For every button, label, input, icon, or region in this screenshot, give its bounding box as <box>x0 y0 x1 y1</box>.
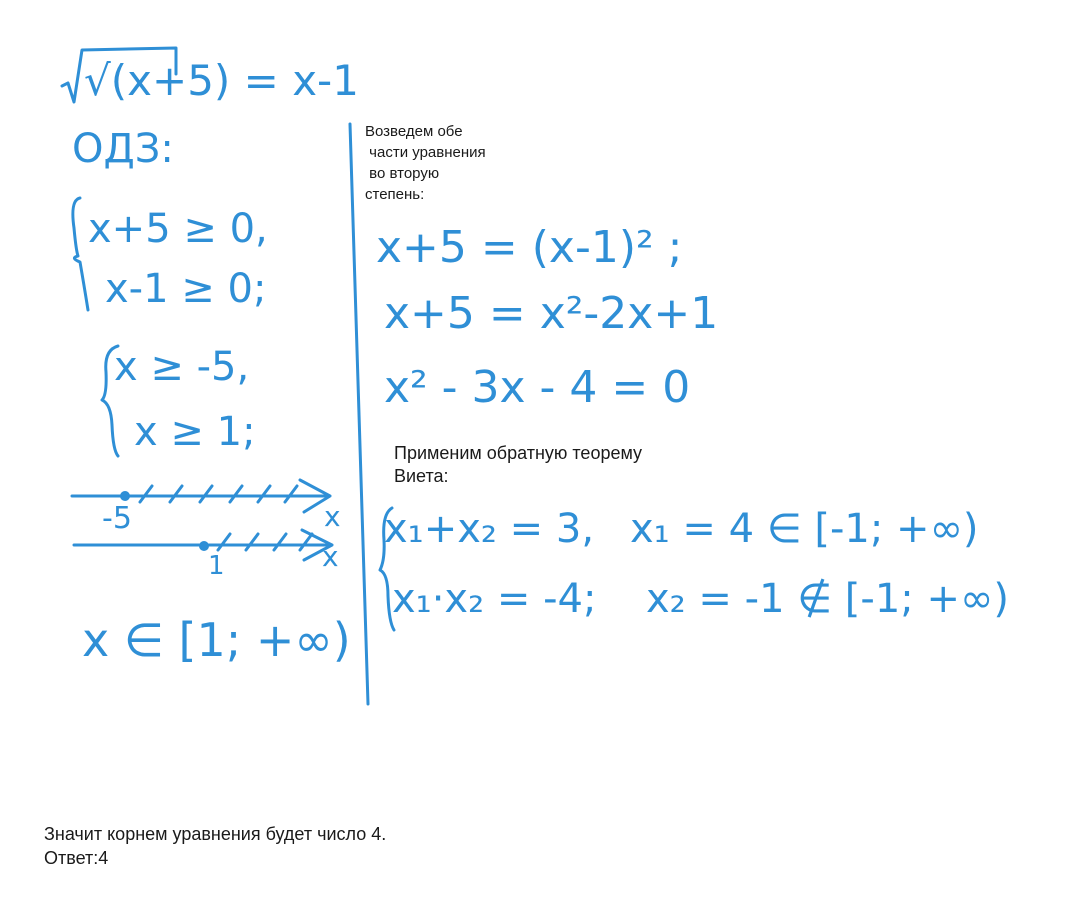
system2-line2: x ≥ 1; <box>134 409 256 455</box>
system1-line1: x+5 ≥ 0, <box>88 206 268 252</box>
quadratic-equation: x² - 3x - 4 = 0 <box>384 362 691 413</box>
system1-brace <box>73 198 88 310</box>
vieta-note: Применим обратную теорему Виета: <box>394 443 643 486</box>
number-line-1-point <box>120 491 130 501</box>
system2-line1: x ≥ -5, <box>114 344 250 390</box>
number-line-2-axis: x <box>322 540 339 573</box>
step-note: Возведем обе части уравнения во вторую степень: <box>365 123 486 203</box>
number-line-1-hatching <box>140 486 297 502</box>
vieta-product: x₁·x₂ = -4; <box>392 576 597 622</box>
system1-line2: x-1 ≥ 0; <box>105 266 267 312</box>
column-divider <box>350 124 368 704</box>
number-line-2-point <box>199 541 209 551</box>
solution-interval: x ∈ [1; +∞) <box>82 613 351 667</box>
number-line-2-label: 1 <box>208 551 225 581</box>
vieta-sum: x₁+x₂ = 3, <box>384 506 595 552</box>
original-equation: √(x+5) = x-1 <box>84 56 359 105</box>
squared-equation: x+5 = (x-1)² ; <box>376 222 683 273</box>
conclusion-text: Значит корнем уравнения будет число 4. Ответ:4 <box>44 824 387 868</box>
number-line-1-label: -5 <box>102 501 132 536</box>
number-line-1-axis: x <box>324 500 341 533</box>
root-2: x₂ = -1 ∉ [-1; +∞) <box>646 576 1009 622</box>
domain-label: ОДЗ: <box>72 126 174 172</box>
root-1: x₁ = 4 ∈ [-1; +∞) <box>630 506 979 552</box>
expanded-equation: x+5 = x²-2x+1 <box>384 288 719 339</box>
number-line-2-hatching <box>218 534 312 550</box>
